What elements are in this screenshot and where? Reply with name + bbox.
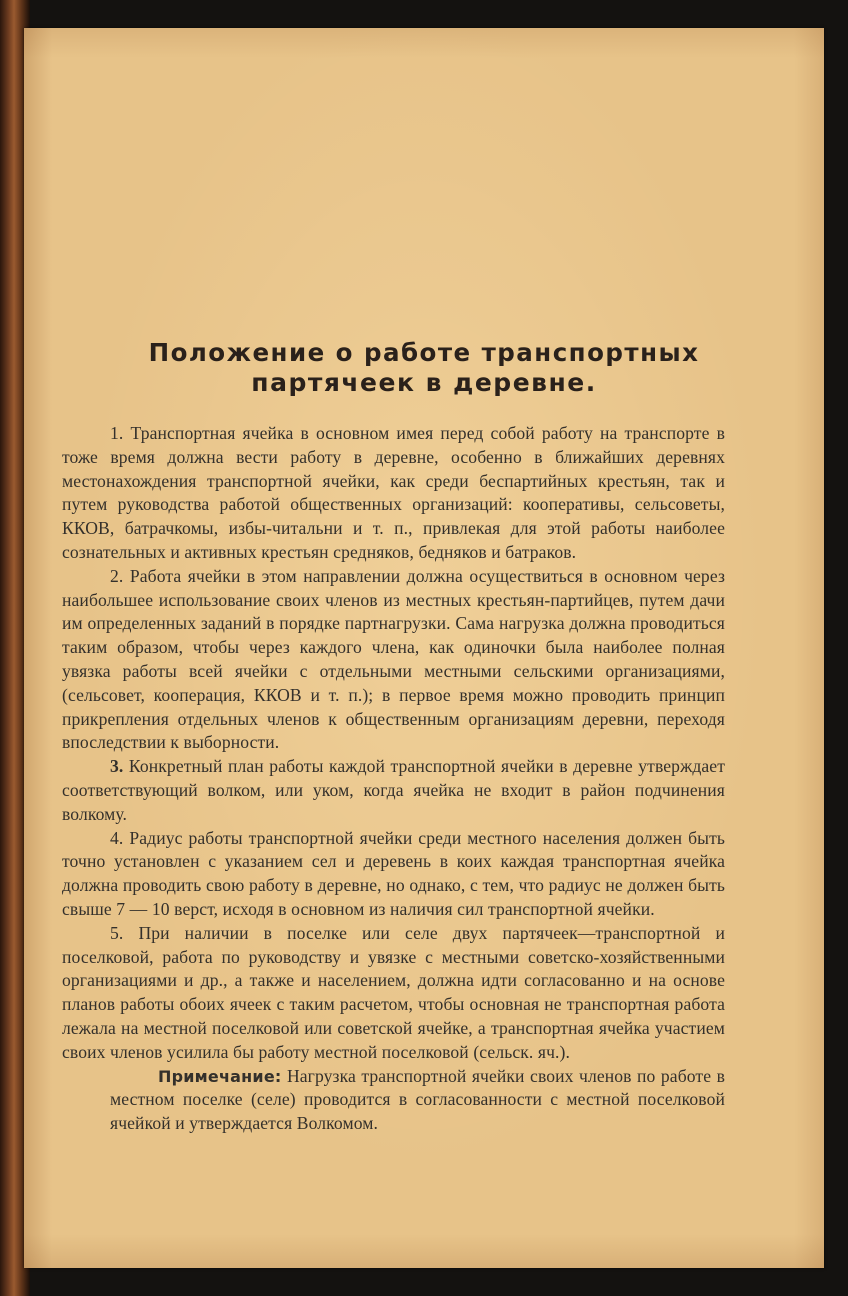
- page-title: [24, 338, 824, 398]
- paragraph-text: Работа ячейки в этом направлении должна осуществиться в основном через наибольшее использование своих членов из местных крестьян-партийцев, путем дачи им определенных заданий в порядке партнагрузки. Сама нагрузка должна проводиться таким образом, чтобы через каждого члена, как одиночки была наиболее полная увязка работы всей ячейки с отдельными местными сельскими организациями, (сельсовет, кооперация, ККОВ и т. п.); в первое время можно проводить принцип прикрепления отдельных членов к общественным организациям деревни, переходя впоследствии к выборности.: [62, 565, 726, 753]
- title-line-1: Положение о работе транспортных: [148, 338, 700, 367]
- paragraph-5: [62, 922, 725, 1065]
- paragraph-text: Конкретный план работы каждой транспортной ячейки в деревне утверждает соответствующий волком, или уком, когда ячейка не входит в район подчинения волкому.: [62, 756, 725, 824]
- paragraph-text: При наличии в поселке или селе двух партячеек—транспортной и поселковой, работа по руководству и увязке с местными советско-хозяйственными организациями и др., а также и населением, должна идти согласованно и на основе планов работы обоих ячеек с таким расчетом, чтобы основная не транспортная работа лежала на местной поселковой или советской ячейке, а транспортная ячейка участием своих членов усилила бы работу местной поселковой (сельск. яч.).: [62, 922, 725, 1062]
- paragraph-number: 1.: [110, 423, 124, 443]
- note-label: Примечание:: [158, 1066, 282, 1086]
- paragraph-2: [62, 565, 725, 755]
- paragraph-4: [62, 827, 725, 922]
- paragraph-text: Радиус работы транспортной ячейки среди местного населения должен быть точно установлен с указанием сел и деревень в коих каждая транспортная ячейка должна проводить свою работу в деревне, но однако, с тем, что радиус не должен быть свыше 7 — 10 верст, исходя в основном из наличия сил транспортной ячейки.: [62, 827, 725, 919]
- paragraph-number: 2.: [110, 565, 124, 586]
- note-text: Нагрузка транспортной ячейки своих членов по работе в местном поселке (селе) проводится в согласованности с местной поселковой ячейкой и утверждается Волкомом.: [110, 1065, 725, 1134]
- paragraph-number: 5.: [110, 922, 124, 943]
- paragraph-number: 3.: [110, 756, 124, 777]
- paragraph-number: 4.: [110, 827, 124, 848]
- title-line-2: партячеек в деревне.: [251, 368, 597, 397]
- paragraph-text: Транспортная ячейка в основном имея перед собой работу на транспорте в тоже время должна вести работу в деревне, особенно в ближайших деревнях местонахождения транспортной ячейки, как среди беспартийных крестьян, так и путем руководства работой общественных организаций: кооперативы, сельсоветы, ККОВ, батрачкомы, избы-читальни и т. п., привлекая для этой работы наиболее сознательных и активных крестьян средняков, бедняков и батраков.: [62, 423, 726, 562]
- paragraph-1: [62, 422, 725, 565]
- paragraph-3: [62, 755, 725, 826]
- note-paragraph: [110, 1065, 725, 1136]
- document-body: [62, 422, 725, 1136]
- document-page: [24, 28, 824, 1268]
